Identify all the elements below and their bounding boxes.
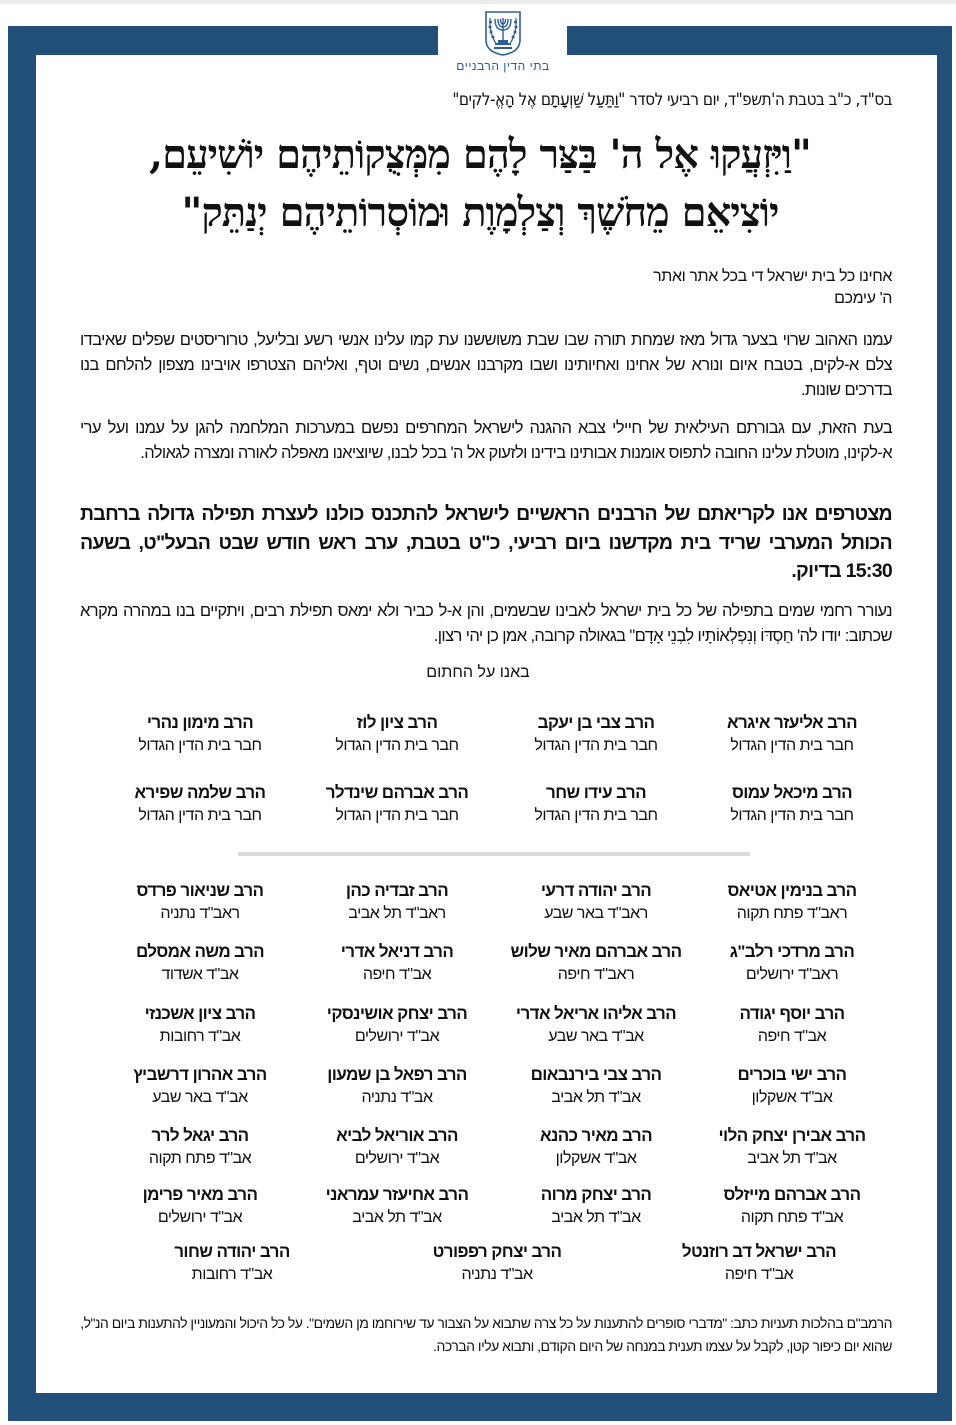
- signatory-name: הרב מימון נהרי: [146, 713, 254, 732]
- signatory: [105, 1124, 295, 1170]
- signatory-name: הרב יוסף יגודה: [739, 1004, 845, 1023]
- signatory-title: אב"ד תל אביב: [747, 1150, 837, 1167]
- signatory: [105, 940, 295, 986]
- signatory: [105, 879, 295, 925]
- signatory: [501, 711, 691, 757]
- paragraph-2: בעת הזאת, עם גבורתם העילאית של חיילי צבא ההגנה לישראל המחרפים נפשם במערכות המלחמה להגן על עמנו ועל ערי א-לקינו, מוטלת עלינו החובה לתפוס אומנות אבותינו בידינו ולזעוק אל ה' בכל לבנו, שיוציאנו מאפלה לאורה ומצרה לגאולה.: [80, 419, 892, 462]
- signatory-title: אב"ד תל אביב: [551, 1209, 641, 1226]
- signatory-title: אב"ד אשדוד: [161, 966, 239, 983]
- greeting-line-1: אחינו כל בית ישראל די בכל אתר ואתר: [653, 268, 892, 285]
- signatory-title: חבר בית הדין הגדול: [534, 807, 658, 824]
- signatory-name: הרב יצחק רפפורט: [432, 1242, 562, 1261]
- signatory: [302, 940, 492, 986]
- signatory-title: ראב"ד ירושלים: [745, 966, 839, 983]
- signatory-name: הרב ישראל דב רוזנטל: [681, 1242, 837, 1261]
- signatory-name: הרב צבי בן יעקב: [537, 713, 655, 732]
- signatory: [105, 1063, 295, 1109]
- signatory-name: הרב יצחק מרוה: [540, 1185, 652, 1204]
- greeting-line-2: ה' עימכם: [834, 290, 892, 307]
- signatory-name: הרב ציון לוז: [356, 713, 438, 732]
- signatory-name: הרב מאיר כהנא: [540, 1126, 652, 1145]
- signatory-name: הרב יהודה שחור: [174, 1242, 290, 1261]
- signatory-title: ראב"ד פתח תקוה: [736, 905, 848, 922]
- logo: [440, 10, 566, 73]
- signatory-name: הרב ישי בוכרים: [737, 1065, 847, 1084]
- signed-label: באנו על החתום: [426, 664, 530, 681]
- headline-line-2: יוֹצִיאֵם מֵחֹשֶׁךְ וְצַלְמָוֶת וּמוֹסְרוֹתֵיהֶם יְנַתֵּק": [181, 189, 779, 236]
- signatory-name: הרב אבירן יצחק הלוי: [718, 1126, 866, 1145]
- signatory-title: חבר בית הדין הגדול: [138, 737, 262, 754]
- signatory: [664, 1240, 854, 1286]
- signatory: [105, 781, 295, 827]
- headline: [60, 126, 900, 242]
- signatory-title: אב"ד חיפה: [757, 1028, 827, 1045]
- signatory-name: הרב אברהם שינדלר: [325, 783, 469, 802]
- signatory-name: הרב אליהו אריאל אדרי: [515, 1004, 677, 1023]
- signatory: [302, 781, 492, 827]
- frame-bottom: [8, 1393, 952, 1421]
- signatory-title: חבר בית הדין הגדול: [730, 807, 854, 824]
- signatory: [302, 1063, 492, 1109]
- signatory-title: אב"ד פתח תקוה: [740, 1209, 844, 1226]
- frame-right: [937, 26, 952, 1421]
- signatory-title: ראב"ד נתניה: [160, 905, 240, 922]
- signatory-title: חבר בית הדין הגדול: [335, 807, 459, 824]
- frame-top-right: [567, 26, 952, 55]
- menorah-emblem-icon: [484, 10, 522, 56]
- signatory-name: הרב יגאל לרר: [151, 1126, 249, 1145]
- signatory-title: אב"ד רחובות: [159, 1028, 241, 1045]
- signatory: [697, 1063, 887, 1109]
- signatory: [137, 1240, 327, 1286]
- divider: [238, 852, 750, 856]
- signatory: [302, 1124, 492, 1170]
- greeting: [80, 266, 892, 310]
- signatory: [501, 1063, 691, 1109]
- signatory-title: אב"ד רחובות: [191, 1266, 273, 1283]
- frame-left: [8, 26, 36, 1421]
- signatory-name: הרב בנימין אטיאס: [727, 881, 857, 900]
- signatory: [105, 1183, 295, 1229]
- signatory-name: הרב אליעזר איגרא: [726, 713, 858, 732]
- signatory: [501, 879, 691, 925]
- signatory: [697, 1002, 887, 1048]
- signatory-name: הרב צבי בירנבאום: [530, 1065, 662, 1084]
- signatory-title: אב"ד חיפה: [362, 966, 432, 983]
- signatory-title: אב"ד נתניה: [461, 1266, 533, 1283]
- signatory-name: הרב מיכאל עמוס: [731, 783, 853, 802]
- signatory: [501, 1183, 691, 1229]
- signatory-title: אב"ד תל אביב: [352, 1209, 442, 1226]
- signatory-name: הרב אברהם מאיר שלוש: [510, 942, 682, 961]
- signatory-title: חבר בית הדין הגדול: [730, 737, 854, 754]
- frame-top-left: [8, 26, 438, 55]
- signatory-title: ראב"ד באר שבע: [544, 905, 648, 922]
- signatory-title: ראב"ד תל אביב: [348, 905, 446, 922]
- signatory: [697, 879, 887, 925]
- signatory-title: אב"ד באר שבע: [152, 1089, 248, 1106]
- signatory: [105, 711, 295, 757]
- signatory-name: הרב אחיעזר עמראני: [325, 1185, 469, 1204]
- signatory-title: אב"ד באר שבע: [548, 1028, 644, 1045]
- dateline: בס"ד, כ"ב בטבת ה'תשפ"ד, יום רביעי לסדר "וַתַּעַל שַׁוְעָתָם אֶל הָאֱ-לקים": [452, 90, 892, 110]
- signatory: [697, 1183, 887, 1229]
- paragraph-call-to-prayer: מצטרפים אנו לקריאתם של הרבנים הראשיים לישראל להתכנס כולנו לעצרת תפילה גדולה ברחבת הכותל המערבי שריד בית מקדשנו ביום רביעי, כ"ט בטבת, ערב ראש חודש שבט הבעל"ט, בשעה 15:30 בדיוק.: [80, 503, 892, 582]
- signatory: [302, 1183, 492, 1229]
- signatory-title: אב"ד ירושלים: [354, 1028, 440, 1045]
- signatory-title: אב"ד נתניה: [361, 1089, 433, 1106]
- signatory-name: הרב עידו שחר: [546, 783, 646, 802]
- signatory-name: הרב מאיר פרימן: [142, 1185, 258, 1204]
- signatory-title: אב"ד אשקלון: [751, 1089, 833, 1106]
- signatory: [302, 711, 492, 757]
- signatory-title: אב"ד תל אביב: [551, 1089, 641, 1106]
- signatory-title: אב"ד אשקלון: [555, 1150, 637, 1167]
- signatory: [697, 781, 887, 827]
- signatory: [302, 1002, 492, 1048]
- paragraph-1: עמנו האהוב שרוי בצער גדול מאז שמחת תורה שבו שבת משוששנו עת קמו עלינו אנשי רשע ובליעל, טרוריסטים שפלים שאיבדו צלם א-לקים, בטבח איום ונורא של אחינו ואחיותינו ושבו מקרבנו אנשים, נשים וטף, ואליהם הצטרפו אויבינו מצפון להלחם בנו בדרכים שונות.: [80, 331, 892, 399]
- signatory-name: הרב משה אמסלם: [135, 942, 265, 961]
- logo-text: בתי הדין הרבניים: [456, 59, 550, 73]
- signatory-name: הרב יצחק אושינסקי: [326, 1004, 468, 1023]
- signatory-name: הרב אהרון דרשביץ: [133, 1065, 267, 1084]
- signatory-title: אב"ד ירושלים: [157, 1209, 243, 1226]
- signatory-name: הרב שלמה שפירא: [134, 783, 266, 802]
- signatory: [501, 940, 691, 986]
- signatory-name: הרב ציון אשכנזי: [144, 1004, 256, 1023]
- signatory: [501, 1124, 691, 1170]
- footnote: הרמב"ם בהלכות תעניות כתב: "מדברי סופרים להתענות על כל צרה שתבוא על הצבור עד שירוחמו מן השמים". על כל היכול והמעוניין להתענות ביום הנ"ל, שהוא יום כיפור קטן, לקבל על עצמו תענית במנחה של היום הקודם, ותבוא עליו הברכה.: [80, 1315, 892, 1354]
- signatory-title: אב"ד פתח תקוה: [148, 1150, 252, 1167]
- signatory: [697, 940, 887, 986]
- signatory: [302, 879, 492, 925]
- signatory-name: הרב אוריאל לביא: [336, 1126, 458, 1145]
- signatory-title: חבר בית הדין הגדול: [138, 807, 262, 824]
- signatory-title: חבר בית הדין הגדול: [335, 737, 459, 754]
- signatory: [402, 1240, 592, 1286]
- signatory: [105, 1002, 295, 1048]
- signatory: [501, 1002, 691, 1048]
- signatory-name: הרב רפאל בן שמעון: [327, 1065, 467, 1084]
- signatory: [697, 711, 887, 757]
- signatory-title: ראב"ד חיפה: [557, 966, 635, 983]
- signatory-title: חבר בית הדין הגדול: [534, 737, 658, 754]
- signatory-name: הרב זבדיה כהן: [345, 881, 449, 900]
- signatory-name: הרב דניאל אדרי: [340, 942, 454, 961]
- signatory-name: הרב אברהם מייזלס: [723, 1185, 861, 1204]
- signatory-name: הרב שניאור פרדס: [136, 881, 264, 900]
- signatory-title: אב"ד חיפה: [724, 1266, 794, 1283]
- paragraph-4: נעורר רחמי שמים בתפילה של כל בית ישראל לאבינו שבשמים, והן א-ל כביר ולא ימאס תפילת רבים, ויתקיים בנו במהרה מקרא שכתוב: יודו לה' חַסְדּוֹ וְנִפְלְאוֹתָיו לִבְנֵי אָדָם" בגאולה קרובה, אמן כן יהי רצון.: [80, 602, 892, 645]
- signatory-name: הרב מרדכי רלב"ג: [729, 942, 855, 961]
- signatory-name: הרב יהודה דרעי: [540, 881, 652, 900]
- signatory: [697, 1124, 887, 1170]
- top-strip: [0, 0, 956, 4]
- signatory: [501, 781, 691, 827]
- signatory-title: אב"ד ירושלים: [354, 1150, 440, 1167]
- headline-line-1: "וַיִּזְעֲקוּ אֶל ה' בַּצַּר לָהֶם מִמְּצֻקוֹתֵיהֶם יוֹשִׁיעֵם,: [149, 131, 811, 178]
